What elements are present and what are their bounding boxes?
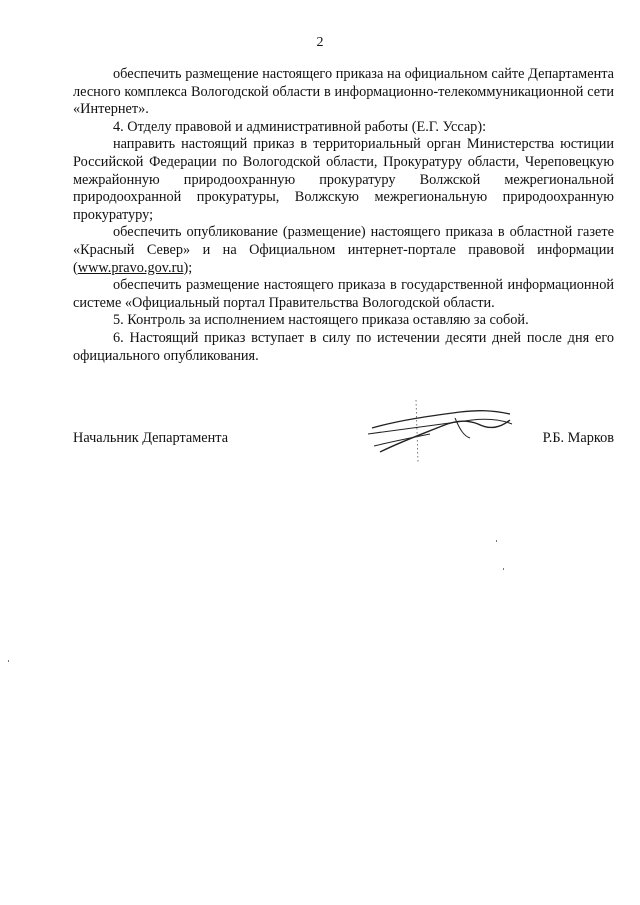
scan-speck <box>8 660 9 662</box>
paragraph-item-5: 5. Контроль за исполнением настоящего приказа оставляю за собой. <box>113 312 529 329</box>
paragraph-government-portal: обеспечить размещение настоящего приказа в государственной информационной системе «Официальный портал Правительства Вологодской области. <box>73 277 614 311</box>
paragraph-send-order: направить настоящий приказ в территориальный орган Министерства юстиции Российской Федерации по Вологодской области, Прокуратуру области, Череповецкую межрайонную природоохранную прокуратуру Волжской межрегиональной природоохранной прокуратуры, Волжскую межрегиональную природоохранную прокуратуру; <box>73 136 614 223</box>
paragraph-official-publication <box>73 224 614 277</box>
scan-speck <box>503 568 504 570</box>
scan-speck <box>496 540 497 542</box>
publication-text-after: ); <box>183 259 193 276</box>
paragraph-website-publication: обеспечить размещение настоящего приказа на официальном сайте Департамента лесного комплекса Вологодской области в информационно-телекоммуникационной сети «Интернет». <box>73 66 614 118</box>
page-number: 2 <box>316 35 324 50</box>
document-body <box>73 66 614 365</box>
pravo-gov-link[interactable]: www.pravo.gov.ru <box>77 259 184 276</box>
publication-text-before: обеспечить опубликование (размещение) настоящего приказа в областной газете «Красный Север» и на Официальном интернет-портале правовой информации ( <box>73 224 614 276</box>
paragraph-item-4: 4. Отделу правовой и административной работы (Е.Г. Уссар): <box>113 118 487 135</box>
signatory-position: Начальник Департамента <box>73 430 229 446</box>
signatory-name: Р.Б. Марков <box>542 430 614 446</box>
signature-row <box>73 430 614 454</box>
paragraph-item-6: 6. Настоящий приказ вступает в силу по истечении десяти дней после дня его официального опубликования. <box>73 329 614 364</box>
